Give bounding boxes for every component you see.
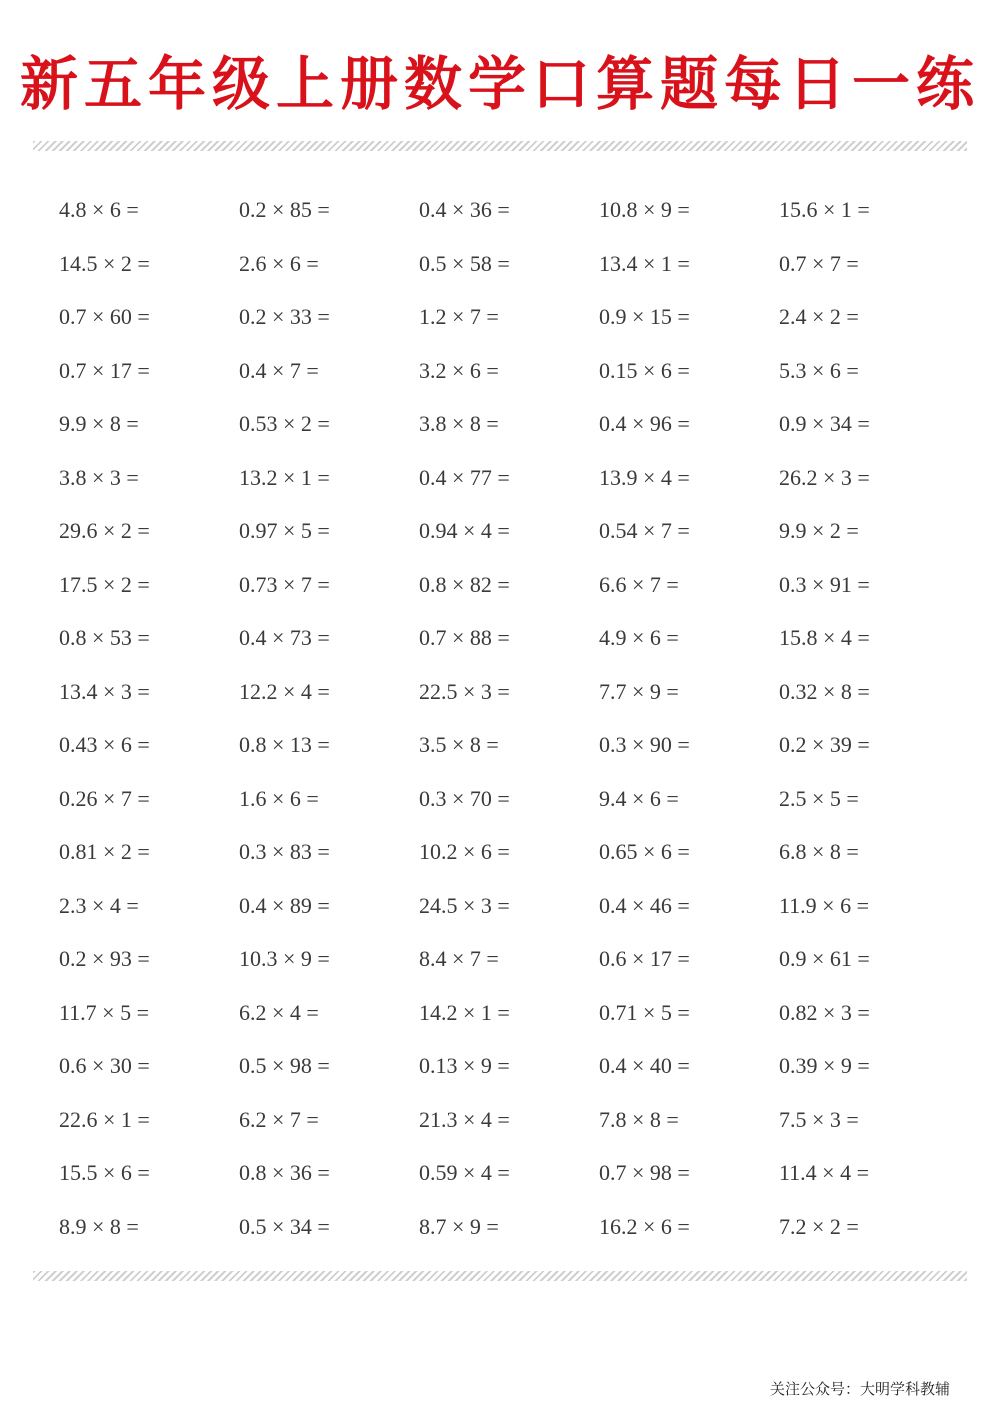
arithmetic-problem: 21.3 × 4 =	[419, 1106, 510, 1132]
arithmetic-problem: 3.8 × 8 =	[419, 411, 499, 436]
arithmetic-problem: 0.94 × 4 =	[419, 518, 510, 543]
arithmetic-problem: 13.4 × 1 =	[599, 250, 690, 276]
arithmetic-problem: 2.4 × 2 =	[779, 304, 859, 329]
arithmetic-problem: 0.7 × 98 =	[599, 1160, 690, 1185]
arithmetic-problem: 0.81 × 2 =	[59, 839, 150, 864]
arithmetic-problem: 0.8 × 36 =	[239, 1160, 330, 1185]
arithmetic-problem: 0.7 × 17 =	[59, 357, 150, 383]
arithmetic-problem: 1.2 × 7 =	[419, 304, 499, 329]
arithmetic-problem: 5.3 × 6 =	[779, 357, 859, 383]
arithmetic-problem: 9.9 × 8 =	[59, 411, 139, 436]
arithmetic-problem: 0.53 × 2 =	[239, 411, 330, 436]
arithmetic-problem: 0.8 × 82 =	[419, 571, 510, 597]
arithmetic-problem: 0.73 × 7 =	[239, 571, 330, 597]
arithmetic-problem: 1.6 × 6 =	[239, 785, 319, 811]
arithmetic-problem: 0.71 × 5 =	[599, 999, 690, 1025]
arithmetic-problem: 3.8 × 3 =	[59, 464, 139, 490]
arithmetic-problem: 9.4 × 6 =	[599, 785, 679, 811]
arithmetic-problem: 2.5 × 5 =	[779, 785, 859, 811]
arithmetic-problem: 0.8 × 13 =	[239, 732, 330, 757]
arithmetic-problem: 29.6 × 2 =	[59, 518, 150, 543]
arithmetic-problem: 0.3 × 83 =	[239, 839, 330, 864]
arithmetic-problem: 0.4 × 46 =	[599, 892, 690, 918]
arithmetic-problem: 11.9 × 6 =	[779, 892, 869, 918]
arithmetic-problem: 0.3 × 70 =	[419, 785, 510, 811]
arithmetic-problem: 11.4 × 4 =	[779, 1160, 869, 1185]
arithmetic-problem: 0.6 × 17 =	[599, 946, 690, 971]
arithmetic-problem: 6.6 × 7 =	[599, 571, 679, 597]
arithmetic-problem: 7.8 × 8 =	[599, 1106, 679, 1132]
arithmetic-problem: 0.15 × 6 =	[599, 357, 690, 383]
arithmetic-problem: 0.7 × 60 =	[59, 304, 150, 329]
arithmetic-problem: 13.2 × 1 =	[239, 464, 330, 490]
arithmetic-problem: 15.6 × 1 =	[779, 197, 870, 222]
arithmetic-problem: 0.4 × 73 =	[239, 625, 330, 650]
arithmetic-problem: 0.3 × 91 =	[779, 571, 870, 597]
arithmetic-problem: 13.9 × 4 =	[599, 464, 690, 490]
arithmetic-problem: 16.2 × 6 =	[599, 1213, 690, 1239]
arithmetic-problem: 0.9 × 34 =	[779, 411, 870, 436]
arithmetic-problem: 0.7 × 88 =	[419, 625, 510, 650]
arithmetic-problem: 12.2 × 4 =	[239, 678, 330, 704]
arithmetic-problem: 6.8 × 8 =	[779, 839, 859, 864]
arithmetic-problem: 0.2 × 33 =	[239, 304, 330, 329]
arithmetic-problem: 3.5 × 8 =	[419, 732, 499, 757]
page-title: 新五年级上册数学口算题每日一练	[19, 50, 980, 118]
arithmetic-problem: 0.5 × 58 =	[419, 250, 510, 276]
arithmetic-problem: 22.5 × 3 =	[419, 678, 510, 704]
arithmetic-problem: 8.9 × 8 =	[59, 1213, 139, 1239]
arithmetic-problem: 8.4 × 7 =	[419, 946, 499, 971]
arithmetic-problem: 0.2 × 39 =	[779, 732, 870, 757]
arithmetic-problem: 0.7 × 7 =	[779, 250, 859, 276]
arithmetic-problem: 4.9 × 6 =	[599, 625, 679, 650]
arithmetic-problem: 14.5 × 2 =	[59, 250, 150, 276]
arithmetic-problem: 10.2 × 6 =	[419, 839, 510, 864]
arithmetic-problem: 0.4 × 7 =	[239, 357, 319, 383]
arithmetic-problem: 0.9 × 61 =	[779, 946, 870, 971]
arithmetic-problem: 0.3 × 90 =	[599, 732, 690, 757]
bottom-divider	[33, 1271, 967, 1281]
arithmetic-problem: 0.39 × 9 =	[779, 1053, 870, 1078]
arithmetic-problem: 0.59 × 4 =	[419, 1160, 510, 1185]
arithmetic-problem: 24.5 × 3 =	[419, 892, 510, 918]
arithmetic-problem: 0.9 × 15 =	[599, 304, 690, 329]
arithmetic-problem: 11.7 × 5 =	[59, 999, 149, 1025]
arithmetic-problem: 13.4 × 3 =	[59, 678, 150, 704]
arithmetic-problem: 22.6 × 1 =	[59, 1106, 150, 1132]
arithmetic-problem: 7.7 × 9 =	[599, 678, 679, 704]
arithmetic-problem: 0.97 × 5 =	[239, 518, 330, 543]
arithmetic-problem: 7.5 × 3 =	[779, 1106, 859, 1132]
arithmetic-problem: 0.13 × 9 =	[419, 1053, 510, 1078]
arithmetic-problem: 6.2 × 7 =	[239, 1106, 319, 1132]
arithmetic-problem: 0.4 × 89 =	[239, 892, 330, 918]
arithmetic-problem: 0.65 × 6 =	[599, 839, 690, 864]
arithmetic-problem: 2.6 × 6 =	[239, 250, 319, 276]
arithmetic-problem: 14.2 × 1 =	[419, 999, 510, 1025]
arithmetic-problem: 0.32 × 8 =	[779, 678, 870, 704]
arithmetic-problem: 2.3 × 4 =	[59, 892, 139, 918]
arithmetic-problem: 0.5 × 98 =	[239, 1053, 330, 1078]
arithmetic-problem: 9.9 × 2 =	[779, 518, 859, 543]
arithmetic-problem: 0.26 × 7 =	[59, 785, 150, 811]
arithmetic-problem: 0.5 × 34 =	[239, 1213, 330, 1239]
arithmetic-problem: 10.8 × 9 =	[599, 197, 690, 222]
arithmetic-problem: 7.2 × 2 =	[779, 1213, 859, 1239]
arithmetic-problem: 6.2 × 4 =	[239, 999, 319, 1025]
arithmetic-problem: 26.2 × 3 =	[779, 464, 870, 490]
arithmetic-problem: 15.8 × 4 =	[779, 625, 870, 650]
arithmetic-problem: 17.5 × 2 =	[59, 571, 150, 597]
arithmetic-problem: 0.82 × 3 =	[779, 999, 870, 1025]
arithmetic-problem: 0.54 × 7 =	[599, 518, 690, 543]
arithmetic-problem: 8.7 × 9 =	[419, 1213, 499, 1239]
arithmetic-problem: 10.3 × 9 =	[239, 946, 330, 971]
arithmetic-problem: 0.4 × 40 =	[599, 1053, 690, 1078]
footer-note: 关注公众号：大明学科教辅	[769, 1380, 950, 1398]
arithmetic-problem: 15.5 × 6 =	[59, 1160, 150, 1185]
arithmetic-problem: 3.2 × 6 =	[419, 357, 499, 383]
arithmetic-problem: 0.4 × 36 =	[419, 197, 510, 222]
arithmetic-problem: 0.8 × 53 =	[59, 625, 150, 650]
arithmetic-problem: 0.2 × 93 =	[59, 946, 150, 971]
arithmetic-problem: 0.4 × 77 =	[419, 464, 510, 490]
arithmetic-problem: 0.4 × 96 =	[599, 411, 690, 436]
arithmetic-problem: 0.2 × 85 =	[239, 197, 330, 222]
arithmetic-problem: 0.43 × 6 =	[59, 732, 150, 757]
arithmetic-problem: 0.6 × 30 =	[59, 1053, 150, 1078]
arithmetic-problem: 4.8 × 6 =	[59, 197, 139, 222]
